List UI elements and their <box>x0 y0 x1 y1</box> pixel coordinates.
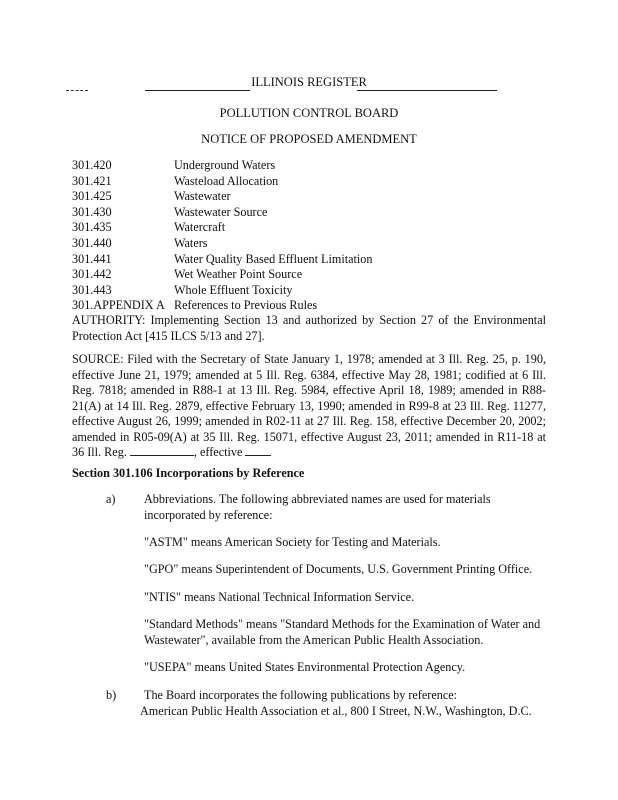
section-row <box>72 252 552 268</box>
section-number: 301.APPENDIX A <box>72 298 165 313</box>
section-heading: Section 301.106 Incorporations by Reference <box>72 466 305 480</box>
item-b-text: The Board incorporates the following publications by reference: <box>144 688 458 702</box>
section-row <box>72 236 552 252</box>
section-number: 301.442 <box>72 267 112 282</box>
section-title: Whole Effluent Toxicity <box>174 282 293 297</box>
section-number: 301.435 <box>72 220 112 235</box>
section-row <box>72 220 552 236</box>
section-number: 301.425 <box>72 189 112 204</box>
section-number: 301.441 <box>72 251 112 266</box>
definition-item: "GPO" means Superintendent of Documents, U.S. Government Printing Office. <box>144 562 533 576</box>
source-paragraph <box>72 352 546 461</box>
section-title: References to Previous Rules <box>174 298 318 313</box>
blank-line <box>245 445 271 456</box>
item-b-sub-text: American Public Health Association et al., 800 I Street, N.W., Washington, D.C. <box>140 704 532 718</box>
definition-item: "ASTM" means American Society for Testing and Materials. <box>144 535 441 549</box>
section-title: Waters <box>174 235 208 250</box>
section-title: Water Quality Based Effluent Limitation <box>174 251 373 266</box>
header-rule-right <box>357 90 497 91</box>
section-title: Wastewater Source <box>174 204 268 219</box>
section-number: 301.420 <box>72 158 112 172</box>
section-title: Watercraft <box>174 220 226 235</box>
source-text: SOURCE: Filed with the Secretary of State January 1, 1978; amended at 3 Ill. Reg. 25, p. 190, effective June 21, 1979; amended at 5 Ill. Reg. 6384, effective May 28, 1981; codified at 6 Ill. Reg. 7818; amended in R88-1 at 13 Ill. Reg. 5984, effective April 18, 1989; amended in R88-21(A) at 14 Ill. Reg. 2879, effective February 13, 1990; amended in R99-8 at 23 Ill. Reg. 11277, effective August 26, 1999; amended in R02-11 at 27 Ill. Reg. 158, effective December 20, 2002; amended in R05-09(A) at 35 Ill. Reg. 15071, effective August 23, 2011; amended in R11-18 at 36 Ill. Reg. <box>72 352 546 459</box>
section-row <box>72 283 552 299</box>
section-row <box>72 205 552 221</box>
section-number: 301.443 <box>72 282 112 297</box>
source-effective: , effective <box>193 445 243 459</box>
section-row <box>72 189 552 205</box>
item-b-label: b) <box>106 688 117 702</box>
section-number: 301.430 <box>72 204 112 219</box>
definition-item: "Standard Methods" means "Standard Methods for the Examination of Water and Wastewater", available from the American Public Health Association. <box>144 617 541 647</box>
section-list <box>72 158 552 314</box>
section-row <box>72 174 552 190</box>
register-title: ILLINOIS REGISTER <box>251 75 367 89</box>
definition-item: "USEPA" means United States Environmental Protection Agency. <box>144 660 466 674</box>
item-a-text: Abbreviations. The following abbreviated names are used for materials incorporated by reference: <box>144 492 491 522</box>
section-row <box>72 158 552 174</box>
section-row <box>72 267 552 283</box>
section-title: Wet Weather Point Source <box>174 267 303 282</box>
board-name: POLLUTION CONTROL BOARD <box>219 106 399 120</box>
definition-item: "NTIS" means National Technical Information Service. <box>144 590 415 604</box>
section-number: 301.440 <box>72 235 112 250</box>
item-a-label: a) <box>106 492 116 506</box>
section-number: 301.421 <box>72 173 112 188</box>
section-title: Underground Waters <box>174 158 276 172</box>
section-title: Wasteload Allocation <box>174 173 279 188</box>
blank-line <box>130 445 194 456</box>
authority-paragraph: AUTHORITY: Implementing Section 13 and authorized by Section 27 of the Environmental Protection Act [415 ILCS 5/13 and 27]. <box>72 313 546 343</box>
section-row <box>72 298 552 314</box>
section-title: Wastewater <box>174 189 231 204</box>
notice-title: NOTICE OF PROPOSED AMENDMENT <box>201 132 417 146</box>
